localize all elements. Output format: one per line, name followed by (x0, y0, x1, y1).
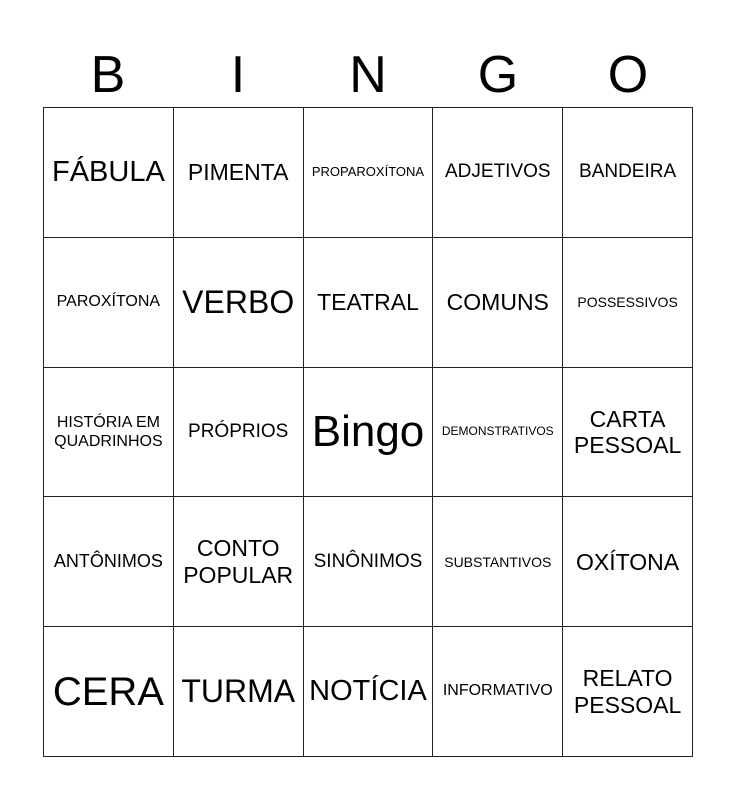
bingo-cell[interactable] (44, 368, 174, 498)
bingo-cell[interactable] (174, 368, 304, 498)
bingo-cell-label: DEMONSTRATIVOS (441, 424, 554, 439)
bingo-cell-label: INFORMATIVO (442, 682, 553, 700)
bingo-cell-label: COMUNS (446, 288, 549, 315)
bingo-cell[interactable] (433, 368, 563, 498)
header-letter-b: B (90, 46, 126, 104)
bingo-cell[interactable] (304, 627, 434, 757)
bingo-cell-label: CERA (52, 669, 164, 714)
bingo-cell-label: PIMENTA (187, 159, 289, 186)
bingo-cell[interactable] (563, 627, 693, 757)
bingo-cell[interactable] (304, 108, 434, 238)
header-letter-i: I (230, 46, 246, 104)
bingo-cell-label: RELATO PESSOAL (573, 665, 682, 718)
bingo-cell-label: Bingo (311, 406, 425, 456)
bingo-cell[interactable] (174, 238, 304, 368)
bingo-cell[interactable] (563, 497, 693, 627)
header-letter-g: G (477, 46, 519, 104)
bingo-cell[interactable] (433, 497, 563, 627)
bingo-cell-label: CARTA PESSOAL (573, 405, 682, 458)
bingo-cell-label: HISTÓRIA EM QUADRINHOS (54, 413, 163, 450)
bingo-cell-label: TEATRAL (317, 288, 419, 315)
bingo-cell[interactable] (44, 627, 174, 757)
bingo-cell-label: PAROXÍTONA (56, 293, 161, 310)
bingo-cell[interactable] (44, 238, 174, 368)
bingo-cell[interactable] (304, 497, 434, 627)
bingo-cell-label: FÁBULA (51, 155, 165, 188)
bingo-cell[interactable] (174, 627, 304, 757)
free-space-cell[interactable] (304, 368, 434, 498)
bingo-cell-label: VERBO (182, 283, 295, 320)
bingo-cell[interactable] (174, 497, 304, 627)
bingo-cell-label: SUBSTANTIVOS (444, 553, 552, 570)
bingo-cell-label: ANTÔNIMOS (53, 551, 163, 572)
bingo-cell-label: SINÔNIMOS (313, 550, 423, 572)
bingo-cell-label: OXÍTONA (576, 548, 680, 575)
bingo-cell[interactable] (563, 238, 693, 368)
bingo-cell-label: ADJETIVOS (445, 161, 551, 183)
bingo-card-grid (43, 107, 693, 757)
bingo-cell-label: PROPAROXÍTONA (311, 163, 425, 179)
bingo-cell[interactable] (433, 108, 563, 238)
header-letter-o: O (607, 46, 649, 104)
bingo-cell-label: NOTÍCIA (309, 674, 427, 707)
bingo-cell-label: POSSESSIVOS (577, 294, 678, 311)
bingo-cell[interactable] (44, 497, 174, 627)
bingo-cell-label: CONTO POPULAR (183, 535, 294, 588)
bingo-header (43, 42, 693, 108)
bingo-cell[interactable] (433, 627, 563, 757)
bingo-cell-label: BANDEIRA (579, 161, 677, 183)
bingo-cell-label: TURMA (181, 673, 296, 710)
bingo-cell-label: PRÓPRIOS (188, 421, 289, 443)
header-letter-n: N (349, 46, 387, 104)
bingo-cell[interactable] (44, 108, 174, 238)
bingo-cell[interactable] (304, 238, 434, 368)
bingo-cell[interactable] (563, 368, 693, 498)
bingo-cell[interactable] (563, 108, 693, 238)
bingo-cell[interactable] (174, 108, 304, 238)
bingo-cell[interactable] (433, 238, 563, 368)
